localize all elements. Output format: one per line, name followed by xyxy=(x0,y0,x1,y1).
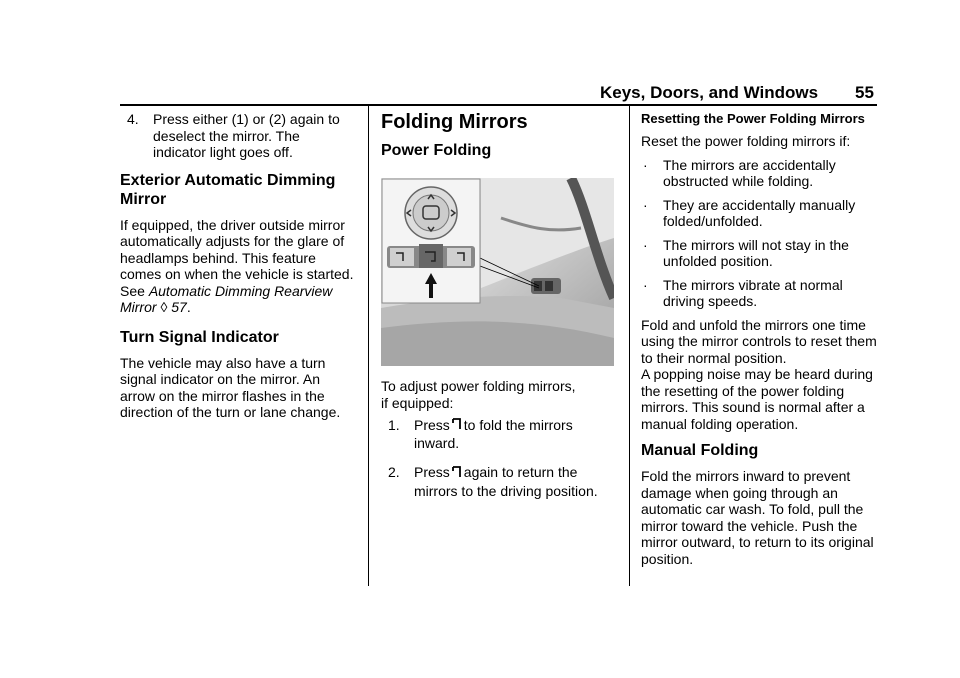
link-auto-dimming-mirror[interactable]: Automatic Dimming Rearview Mirror xyxy=(120,282,333,315)
bullet-mark: · xyxy=(643,156,648,173)
paragraph-fold-unfold: Fold and unfold the mirrors one time using the mirror controls to reset them to their normal position. xyxy=(641,316,877,366)
bullet-mark: · xyxy=(643,196,648,213)
heading-folding-mirrors: Folding Mirrors xyxy=(381,111,528,133)
list-item-text: They are accidentally manually folded/unfolded. xyxy=(663,196,856,229)
heading-exterior-dimming: Exterior Automatic Dimming Mirror xyxy=(120,171,336,208)
paragraph-turn-signal: The vehicle may also have a turn signal indicator on the mirror. An arrow on the mirror flashes in the direction of the turn or lane change. xyxy=(120,354,341,420)
paragraph-manual-folding: Fold the mirrors inward to prevent damage when going through an automatic car wash. To fold, pull the mirror toward the vehicle. Push the mirror outward, to return to its original position. xyxy=(641,468,874,567)
list-item xyxy=(641,197,878,230)
column-divider-2 xyxy=(629,104,630,586)
reference-symbol: ◊ xyxy=(160,299,168,315)
header-rule xyxy=(120,104,877,106)
heading-turn-signal: Turn Signal Indicator xyxy=(120,328,279,346)
heading-resetting: Resetting the Power Folding Mirrors xyxy=(641,111,865,126)
intro-line-2: if equipped: xyxy=(381,394,454,411)
step-text-pre: Press xyxy=(414,464,450,481)
paragraph-exterior-dimming: If equipped, the driver outside mirror automatically adjusts for the glare of headlamps behind. This feature comes on when the vehicle is started. See Automatic Dimming Rearview Mirror ◊ 57. xyxy=(120,216,354,315)
list-item xyxy=(641,237,878,270)
step-2 xyxy=(381,464,616,499)
step-text-post: again to return the mirrors to the driving position. xyxy=(414,464,598,499)
column-1 xyxy=(120,111,356,421)
column-3 xyxy=(641,111,878,567)
paragraph-popping-noise: A popping noise may be heard during the resetting of the power folding mirrors. This sound is normal after a manual folding operation. xyxy=(641,366,873,432)
column-divider-1 xyxy=(368,104,369,586)
step-1 xyxy=(381,417,616,452)
step-number: 1. xyxy=(388,417,400,433)
list-item-text: The mirrors will not stay in the unfolded position. xyxy=(663,236,849,269)
section-title: Keys, Doors, and Windows xyxy=(600,83,819,102)
list-item xyxy=(641,277,878,310)
mirror-fold-icon xyxy=(451,417,463,435)
mirror-controls-illustration xyxy=(381,178,614,366)
mirror-fold-icon xyxy=(451,465,463,483)
paragraph-reset-intro: Reset the power folding mirrors if: xyxy=(641,133,851,149)
bullet-mark: · xyxy=(643,276,648,293)
column-2 xyxy=(381,111,616,500)
step-text: Press either (1) or (2) again to deselect the mirror. The indicator light goes off. xyxy=(153,111,340,160)
list-item-text: The mirrors are accidentally obstructed while folding. xyxy=(663,156,836,189)
bullet-mark: · xyxy=(643,236,648,253)
page-number: 55 xyxy=(855,83,874,102)
door-panel-image xyxy=(381,178,614,366)
step-text xyxy=(414,417,616,452)
list-item-text: The mirrors vibrate at normal driving speeds. xyxy=(663,276,843,309)
step-4 xyxy=(120,111,356,161)
step-number: 4. xyxy=(127,111,139,127)
step-text-pre: Press xyxy=(414,417,450,433)
paragraph-text: If equipped, the driver outside mirror automatically adjusts for the glare of headlamps behind. This feature comes on when the vehicle is started. See xyxy=(120,216,354,299)
step-number: 2. xyxy=(388,464,400,481)
intro-line-1: To adjust power folding mirrors, xyxy=(381,378,576,394)
heading-manual-folding: Manual Folding xyxy=(641,442,759,459)
reference-page[interactable]: 57 xyxy=(171,299,187,315)
heading-power-folding: Power Folding xyxy=(381,142,492,159)
list-item xyxy=(641,157,878,190)
step-text-post: to fold the mirrors inward. xyxy=(414,417,573,452)
step-text xyxy=(414,464,616,499)
